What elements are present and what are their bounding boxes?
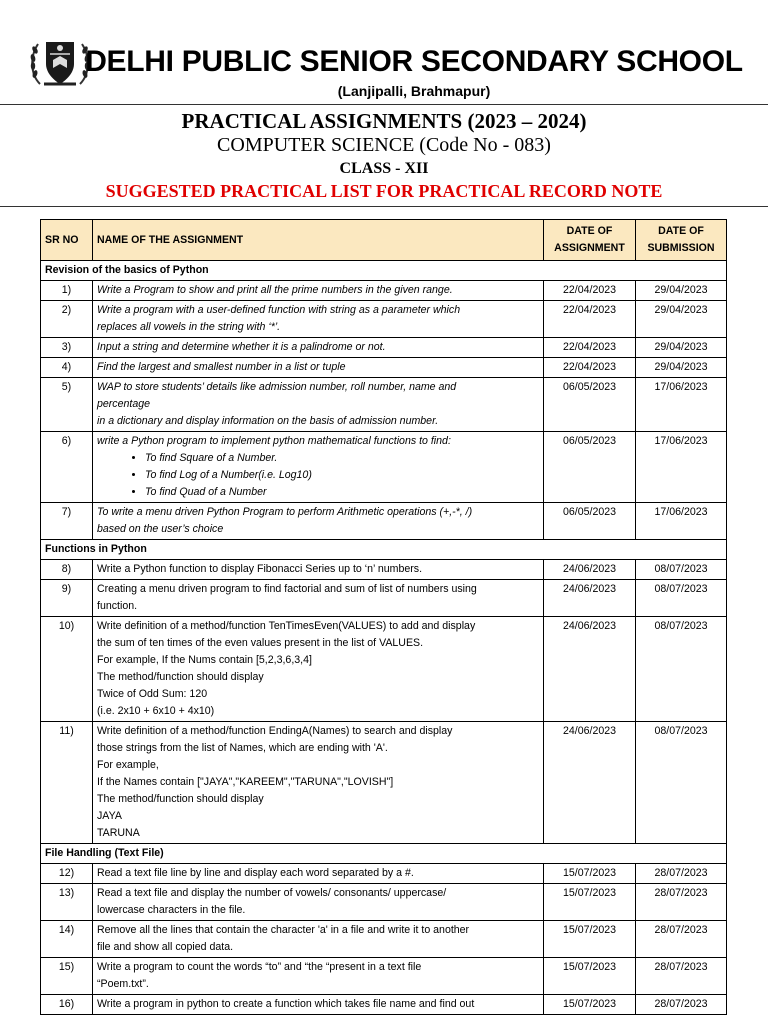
section-row: [41, 261, 727, 281]
sr-no-cell: 3): [41, 338, 93, 358]
col-header-date-submission-line2: SUBMISSION: [647, 242, 715, 254]
date-of-submission-cell: 08/07/2023: [636, 560, 727, 580]
assignment-line: Write definition of a method/function TenTimesEven(VALUES) to add and display: [97, 620, 476, 632]
table-row: [41, 281, 727, 301]
assignment-line: Twice of Odd Sum: 120: [97, 688, 208, 700]
assignment-line: based on the user’s choice: [97, 523, 224, 535]
date-of-assignment-cell: 22/04/2023: [544, 281, 636, 301]
date-of-submission-cell: 17/06/2023: [636, 378, 727, 432]
sr-no-cell: 16): [41, 995, 93, 1015]
table-row: [41, 580, 727, 617]
assignment-name-cell: [93, 358, 544, 378]
date-of-submission-cell: 17/06/2023: [636, 432, 727, 503]
date-of-assignment-cell: 24/06/2023: [544, 560, 636, 580]
date-of-assignment-cell: 24/06/2023: [544, 722, 636, 844]
date-of-submission-cell: 17/06/2023: [636, 503, 727, 540]
date-of-submission-cell: 08/07/2023: [636, 722, 727, 844]
assignment-name-cell: [93, 617, 544, 722]
col-header-name: NAME OF THE ASSIGNMENT: [93, 220, 544, 261]
section-row: [41, 540, 727, 560]
assignment-line: JAYA: [97, 810, 122, 822]
assignment-name-cell: [93, 560, 544, 580]
sr-no-cell: 9): [41, 580, 93, 617]
assignment-name-cell: [93, 281, 544, 301]
sr-no-cell: 8): [41, 560, 93, 580]
subject-title: COMPUTER SCIENCE (Code No - 083): [217, 134, 551, 156]
assignment-line: If the Names contain ["JAYA","KAREEM","TARUNA","LOVISH"]: [97, 776, 394, 788]
class-title: CLASS - XII: [339, 160, 429, 177]
assignment-name-cell: [93, 921, 544, 958]
assignment-line: Read a text file line by line and display each word separated by a #.: [97, 867, 414, 879]
table-row: [41, 338, 727, 358]
date-of-submission-cell: 08/07/2023: [636, 617, 727, 722]
table-row: [41, 884, 727, 921]
assignment-line: The method/function should display: [97, 793, 264, 805]
assignment-name-cell: [93, 864, 544, 884]
assignment-line: Write definition of a method/function EndingA(Names) to search and display: [97, 725, 453, 737]
section-title: Functions in Python: [41, 540, 727, 560]
assignment-line: WAP to store students’ details like admission number, roll number, name and: [97, 381, 457, 393]
sr-no-cell: 14): [41, 921, 93, 958]
assignments-table: [40, 219, 727, 1015]
assignment-line: in a dictionary and display information on the basis of admission number.: [97, 415, 439, 427]
assignment-line: Find the largest and smallest number in a list or tuple: [97, 361, 346, 373]
date-of-assignment-cell: 24/06/2023: [544, 617, 636, 722]
assignment-line: To write a menu driven Python Program to perform Arithmetic operations (+,-*, /): [97, 506, 473, 518]
date-of-assignment-cell: 06/05/2023: [544, 503, 636, 540]
assignment-bullets: [97, 450, 539, 501]
date-of-submission-cell: 29/04/2023: [636, 301, 727, 338]
assignment-line: Creating a menu driven program to find factorial and sum of list of numbers using: [97, 583, 477, 595]
date-of-assignment-cell: 15/07/2023: [544, 958, 636, 995]
table-row: [41, 301, 727, 338]
table-row: [41, 503, 727, 540]
table-header-row: [41, 220, 727, 261]
table-row: [41, 864, 727, 884]
assignment-line: Remove all the lines that contain the character 'a' in a file and write it to another: [97, 924, 470, 936]
table-row: [41, 722, 727, 844]
sr-no-cell: 4): [41, 358, 93, 378]
assignment-line: the sum of ten times of the even values present in the list of VALUES.: [97, 637, 424, 649]
assignment-line: The method/function should display: [97, 671, 264, 683]
assignment-line: For example, If the Nums contain [5,2,3,6,3,4]: [97, 654, 312, 666]
header-divider: [0, 104, 768, 105]
assignment-line: lowercase characters in the file.: [97, 904, 246, 916]
date-of-assignment-cell: 22/04/2023: [544, 358, 636, 378]
date-of-submission-cell: 28/07/2023: [636, 884, 727, 921]
col-header-date-submission-line1: DATE OF: [658, 225, 704, 237]
assignment-name-cell: [93, 958, 544, 995]
assignment-line: Write a Program to show and print all the prime numbers in the given range.: [97, 284, 453, 296]
date-of-assignment-cell: 15/07/2023: [544, 884, 636, 921]
sr-no-cell: 15): [41, 958, 93, 995]
sr-no-cell: 11): [41, 722, 93, 844]
date-of-submission-cell: 29/04/2023: [636, 338, 727, 358]
assignment-line: function.: [97, 600, 138, 612]
date-of-submission-cell: 08/07/2023: [636, 580, 727, 617]
date-of-submission-cell: 29/04/2023: [636, 281, 727, 301]
assignment-line: Write a program in python to create a function which takes file name and find out: [97, 998, 475, 1010]
col-header-date-submission: [636, 220, 727, 261]
sr-no-cell: 6): [41, 432, 93, 503]
assignment-line: file and show all copied data.: [97, 941, 234, 953]
table-row: [41, 378, 727, 432]
date-of-assignment-cell: 22/04/2023: [544, 301, 636, 338]
assignment-line: “Poem.txt”.: [97, 978, 149, 990]
date-of-submission-cell: 28/07/2023: [636, 958, 727, 995]
assignment-name-cell: [93, 432, 544, 503]
sr-no-cell: 7): [41, 503, 93, 540]
bullet-item: • To find Quad of a Number: [145, 484, 539, 501]
assignment-line: (i.e. 2x10 + 6x10 + 4x10): [97, 705, 215, 717]
section-row: [41, 844, 727, 864]
date-of-assignment-cell: 15/07/2023: [544, 921, 636, 958]
section-title: Revision of the basics of Python: [41, 261, 727, 281]
bullet-item: • To find Log of a Number(i.e. Log10): [145, 467, 539, 484]
col-header-date-assignment-line1: DATE OF: [566, 225, 613, 237]
sr-no-cell: 12): [41, 864, 93, 884]
table-row: [41, 617, 727, 722]
col-header-date-assignment: [544, 220, 636, 261]
list-title: SUGGESTED PRACTICAL LIST FOR PRACTICAL RECORD NOTE: [105, 181, 663, 201]
assignment-line: Write a program with a user-defined function with string as a parameter which: [97, 304, 461, 316]
assignment-line: replaces all vowels in the string with ‘*’.: [97, 321, 281, 333]
table-row: [41, 995, 727, 1015]
assignment-name-cell: [93, 338, 544, 358]
assignment-line: write a Python program to implement python mathematical functions to find:: [97, 435, 451, 447]
sr-no-cell: 1): [41, 281, 93, 301]
sr-no-cell: 10): [41, 617, 93, 722]
col-header-sr: SR NO: [41, 220, 93, 261]
bullet-item: • To find Square of a Number.: [145, 450, 539, 467]
date-of-submission-cell: 28/07/2023: [636, 864, 727, 884]
assignment-line: Write a Python function to display Fibonacci Series up to ‘n’ numbers.: [97, 563, 423, 575]
page-title: PRACTICAL ASSIGNMENTS (2023 – 2024): [181, 109, 587, 133]
assignment-line: Read a text file and display the number of vowels/ consonants/ uppercase/: [97, 887, 447, 899]
sr-no-cell: 13): [41, 884, 93, 921]
table-row: [41, 560, 727, 580]
assignment-name-cell: [93, 580, 544, 617]
assignment-line: percentage: [97, 398, 151, 410]
assignment-name-cell: [93, 995, 544, 1015]
title-divider: [0, 206, 768, 207]
date-of-submission-cell: 29/04/2023: [636, 358, 727, 378]
date-of-assignment-cell: 06/05/2023: [544, 378, 636, 432]
assignment-line: those strings from the list of Names, which are ending with 'A'.: [97, 742, 388, 754]
date-of-assignment-cell: 06/05/2023: [544, 432, 636, 503]
assignment-line: For example,: [97, 759, 159, 771]
school-address: (Lanjipalli, Brahmapur): [337, 83, 491, 99]
date-of-submission-cell: 28/07/2023: [636, 921, 727, 958]
sr-no-cell: 2): [41, 301, 93, 338]
date-of-assignment-cell: 22/04/2023: [544, 338, 636, 358]
table-row: [41, 921, 727, 958]
assignment-line: TARUNA: [97, 827, 140, 839]
assignment-name-cell: [93, 378, 544, 432]
date-of-submission-cell: 28/07/2023: [636, 995, 727, 1015]
assignment-line: Write a program to count the words “to” and “the “present in a text file: [97, 961, 422, 973]
school-name: DELHI PUBLIC SENIOR SECONDARY SCHOOL: [85, 45, 743, 78]
date-of-assignment-cell: 15/07/2023: [544, 995, 636, 1015]
section-title: File Handling (Text File): [41, 844, 727, 864]
table-row: [41, 358, 727, 378]
table-row: [41, 958, 727, 995]
assignment-name-cell: [93, 722, 544, 844]
assignment-line: Input a string and determine whether it is a palindrome or not.: [97, 341, 386, 353]
assignment-name-cell: [93, 884, 544, 921]
col-header-date-assignment-line2: ASSIGNMENT: [554, 242, 625, 254]
assignment-name-cell: [93, 503, 544, 540]
table-row: [41, 432, 727, 503]
date-of-assignment-cell: 15/07/2023: [544, 864, 636, 884]
assignment-name-cell: [93, 301, 544, 338]
sr-no-cell: 5): [41, 378, 93, 432]
date-of-assignment-cell: 24/06/2023: [544, 580, 636, 617]
